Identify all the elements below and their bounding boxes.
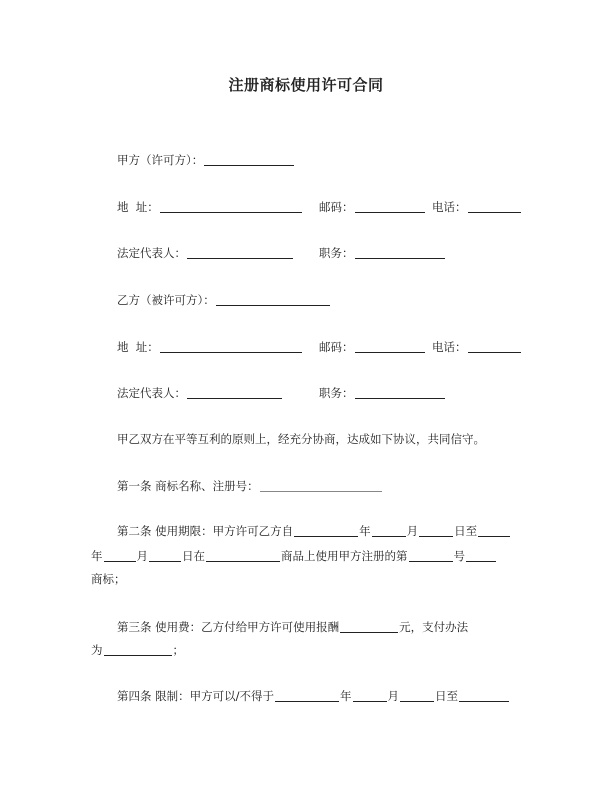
preamble: 甲乙双方在平等互利的原则上，经充分协商，达成如下协议，共同信守。 <box>117 432 485 446</box>
article-3-text: 第三条 使用费：乙方付给甲方许可使用报酬 <box>117 620 340 634</box>
restriction-month-field[interactable] <box>353 689 387 702</box>
party-a-rep-label: 法定代表人： <box>117 246 186 260</box>
start-day-field[interactable] <box>419 524 453 537</box>
restriction-day-field[interactable] <box>400 689 434 702</box>
article-1-label: 第一条 商标名称、注册号： <box>117 479 259 493</box>
day-text: 日在 <box>182 549 205 563</box>
restriction-year-field[interactable] <box>275 689 339 702</box>
party-a-phone-field[interactable] <box>468 200 521 213</box>
party-b-rep-label: 法定代表人： <box>117 386 186 400</box>
article-2-line-2 <box>91 548 497 564</box>
start-year-field[interactable] <box>294 524 358 537</box>
goods-field[interactable] <box>206 549 280 562</box>
party-b-label: 乙方（被许可方）： <box>117 293 215 307</box>
month-text-2: 月 <box>136 549 148 563</box>
article-3-line-1 <box>117 619 468 635</box>
trademark-field[interactable] <box>466 549 496 562</box>
party-b-address-row <box>117 339 303 355</box>
yuan-text: 元，支付办法 <box>399 620 469 634</box>
end-day-field[interactable] <box>149 549 181 562</box>
party-a-position-label: 职务： <box>319 246 354 260</box>
party-a-position-row <box>319 245 446 261</box>
trademark-name-field[interactable] <box>260 479 382 492</box>
party-a-phone-label: 电话： <box>432 200 467 214</box>
party-b-address-label: 地 址： <box>117 340 159 354</box>
year-text-3: 年 <box>340 689 352 703</box>
article-3-line-2 <box>91 642 184 658</box>
party-a-row <box>117 152 295 168</box>
document-title: 注册商标使用许可合同 <box>228 76 384 94</box>
restriction-end-field[interactable] <box>459 689 509 702</box>
party-a-position-field[interactable] <box>355 246 445 259</box>
goods-text: 商品上使用甲方注册的第 <box>281 549 408 563</box>
party-a-phone-row <box>432 199 522 215</box>
end-month-field[interactable] <box>104 549 136 562</box>
month-text-3: 月 <box>387 689 400 703</box>
wei-text: 为 <box>91 643 103 657</box>
party-a-address-field[interactable] <box>160 200 302 213</box>
end-year-field-start[interactable] <box>478 524 510 537</box>
registration-number-field[interactable] <box>409 549 453 562</box>
article-1-row <box>117 478 383 494</box>
year-text: 年 <box>359 524 371 538</box>
party-b-postcode-label: 邮码： <box>319 340 354 354</box>
article-2-line-1 <box>117 523 511 539</box>
party-b-position-field[interactable] <box>355 386 445 399</box>
start-month-field[interactable] <box>372 524 406 537</box>
article-2-text: 第二条 使用期限：甲方许可乙方自 <box>117 524 294 538</box>
party-b-postcode-field[interactable] <box>355 340 425 353</box>
party-b-position-label: 职务： <box>319 386 354 400</box>
party-a-name-field[interactable] <box>204 153 294 166</box>
day-to-text-2: 日至 <box>435 689 459 703</box>
payment-method-field[interactable] <box>104 643 172 656</box>
party-a-rep-row <box>117 245 294 261</box>
party-b-postcode-row <box>319 339 426 355</box>
party-b-position-row <box>319 385 446 401</box>
party-a-address-row <box>117 199 303 215</box>
party-b-phone-row <box>432 339 522 355</box>
article-2-end: 商标； <box>91 572 126 586</box>
party-b-phone-field[interactable] <box>468 340 521 353</box>
party-b-rep-row <box>117 385 283 401</box>
month-text: 月 <box>406 524 419 538</box>
semicolon-text: ； <box>172 643 184 657</box>
party-b-row <box>117 292 331 308</box>
party-b-rep-field[interactable] <box>187 386 282 399</box>
party-a-rep-field[interactable] <box>187 246 293 259</box>
party-a-postcode-label: 邮码： <box>319 200 354 214</box>
fee-field[interactable] <box>340 620 398 633</box>
party-a-postcode-row <box>319 199 426 215</box>
year-text-2: 年 <box>91 549 103 563</box>
party-a-label: 甲方（许可方）： <box>117 153 204 167</box>
party-b-phone-label: 电话： <box>432 340 467 354</box>
party-b-name-field[interactable] <box>216 293 330 306</box>
article-4-line-1 <box>117 688 510 704</box>
day-to-text: 日至 <box>454 524 478 538</box>
party-a-postcode-field[interactable] <box>355 200 425 213</box>
number-text: 号 <box>453 549 465 563</box>
article-4-text: 第四条 限制：甲方可以/不得于 <box>117 689 275 703</box>
party-b-address-field[interactable] <box>160 340 302 353</box>
party-a-address-label: 地 址： <box>117 200 159 214</box>
